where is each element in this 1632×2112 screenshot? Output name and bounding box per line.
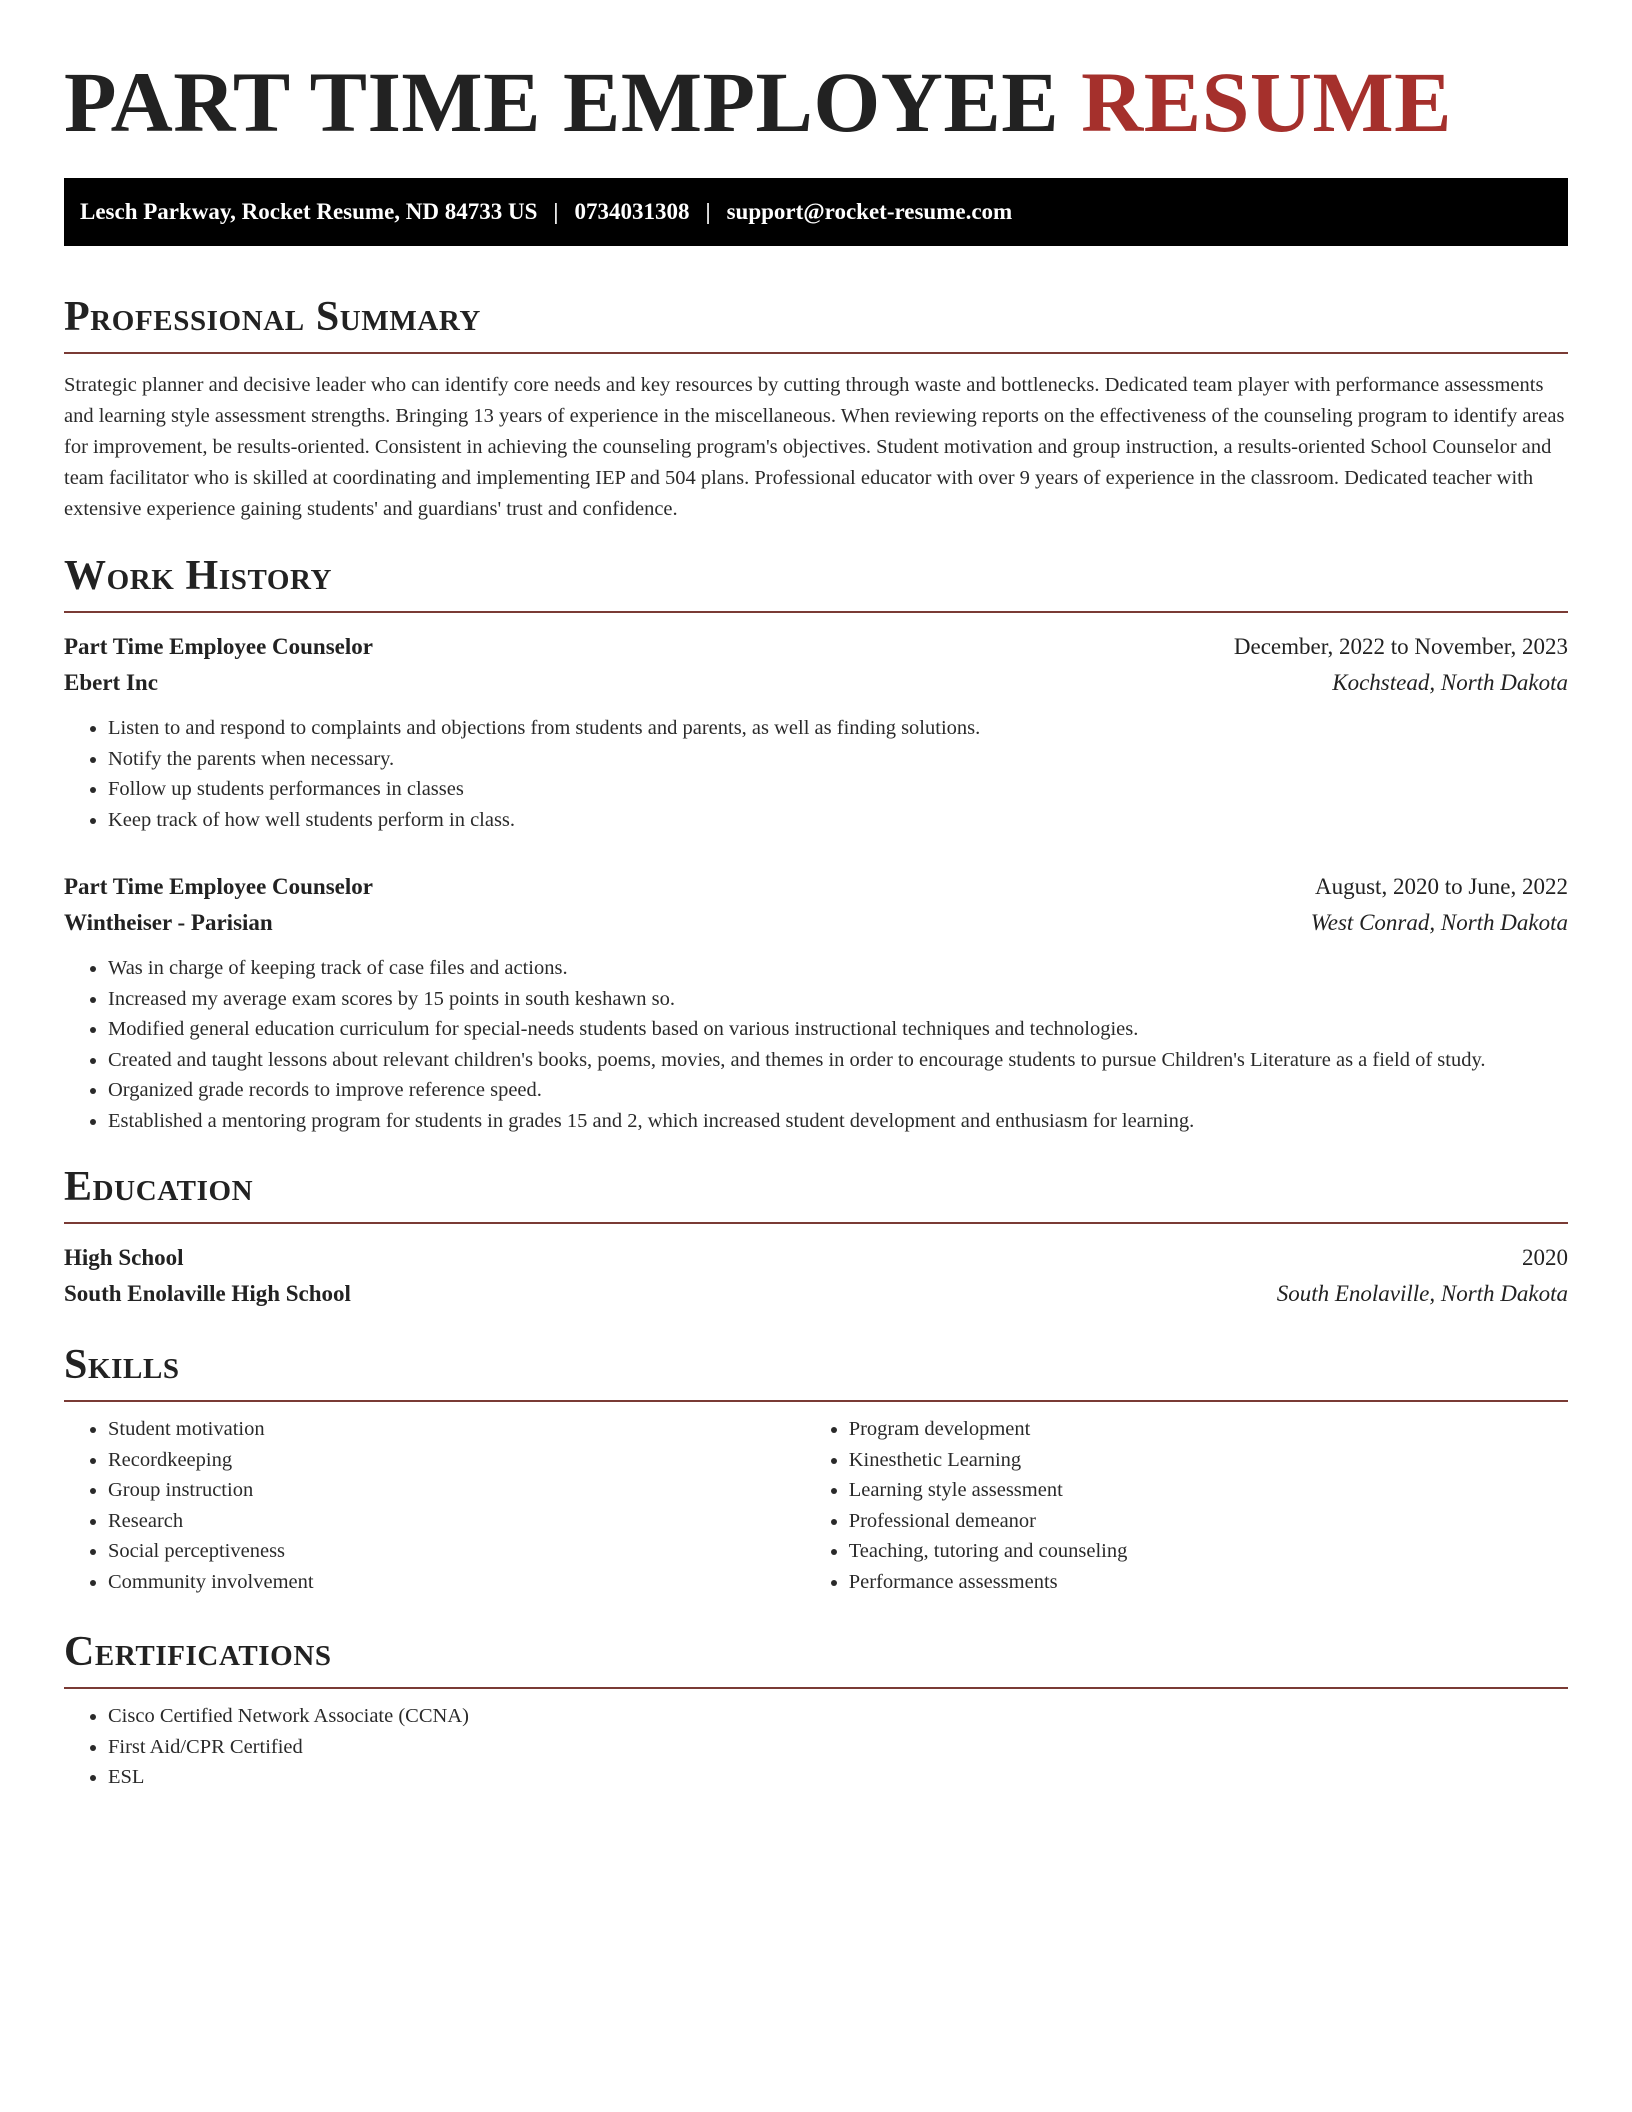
job-company: Wintheiser - Parisian xyxy=(64,910,273,935)
skills-grid xyxy=(64,1414,1568,1597)
list-item: • Community involvement xyxy=(108,1567,805,1598)
job-bullet-list xyxy=(64,953,1568,1136)
work-history-heading: Work History xyxy=(64,553,333,599)
certifications-list xyxy=(64,1701,1568,1793)
section-divider xyxy=(64,1222,1568,1224)
list-item: • Keep track of how well students perform in class. xyxy=(108,805,1568,836)
education-year: 2020 xyxy=(1522,1245,1568,1270)
list-item: • Social perceptiveness xyxy=(108,1536,805,1567)
section-divider xyxy=(64,611,1568,613)
job-location: West Conrad, North Dakota xyxy=(1310,910,1568,935)
contact-address: Lesch Parkway, Rocket Resume, ND 84733 US xyxy=(80,199,538,224)
section-divider xyxy=(64,352,1568,354)
job-dates: December, 2022 to November, 2023 xyxy=(1233,634,1568,659)
list-item: • Professional demeanor xyxy=(849,1506,1568,1537)
job-title: Part Time Employee Counselor xyxy=(64,874,373,899)
education-heading: Education xyxy=(64,1164,254,1210)
list-item: • Organized grade records to improve reference speed. xyxy=(108,1075,1568,1106)
title-main: PART TIME EMPLOYEE xyxy=(64,54,1060,150)
list-item: • Modified general education curriculum for special-needs students based on various instructional techniques and technologies. xyxy=(108,1014,1568,1045)
summary-heading: Professional Summary xyxy=(64,294,481,340)
education-section xyxy=(64,1162,1568,1312)
list-item: • Follow up students performances in classes xyxy=(108,774,1568,805)
job-title: Part Time Employee Counselor xyxy=(64,634,373,659)
list-item: • Performance assessments xyxy=(849,1567,1568,1598)
title-accent: RESUME xyxy=(1081,54,1453,150)
job-dates: August, 2020 to June, 2022 xyxy=(1315,874,1568,899)
list-item: • Group instruction xyxy=(108,1475,805,1506)
job-entry xyxy=(64,629,1568,835)
list-item: • First Aid/CPR Certified xyxy=(108,1732,1568,1763)
skills-column-2 xyxy=(805,1414,1568,1597)
summary-section xyxy=(64,292,1568,525)
certifications-heading: Certifications xyxy=(64,1629,332,1675)
list-item: • Cisco Certified Network Associate (CCNA) xyxy=(108,1701,1568,1732)
skills-heading: Skills xyxy=(64,1342,180,1388)
work-history-section xyxy=(64,551,1568,1136)
education-location: South Enolaville, North Dakota xyxy=(1276,1281,1568,1306)
list-item: • Established a mentoring program for students in grades 15 and 2, which increased student development and enthusiasm for learning. xyxy=(108,1106,1568,1137)
list-item: • Increased my average exam scores by 15 points in south keshawn so. xyxy=(108,984,1568,1015)
list-item: • Program development xyxy=(849,1414,1568,1445)
summary-text: Strategic planner and decisive leader who can identify core needs and key resources by cutting through waste and bottlenecks. Dedicated team player with performance assessments and learning style assessment strengths. Bringing 13 years of experience in the miscellaneous. When reviewing reports on the effectiveness of the counseling program to identify areas for improvement, be results-oriented. Consistent in achieving the counseling program's objectives. Student motivation and group instruction, a results-oriented School Counselor and team facilitator who is skilled at coordinating and implementing IEP and 504 plans. Professional educator with over 9 years of experience in the classroom. Dedicated teacher with extensive experience gaining students' and guardians' trust and confidence. xyxy=(64,374,1565,520)
education-school: South Enolaville High School xyxy=(64,1281,351,1306)
certifications-section xyxy=(64,1627,1568,1793)
contact-separator: | xyxy=(553,199,559,224)
contact-separator: | xyxy=(705,199,711,224)
education-degree: High School xyxy=(64,1245,184,1270)
list-item: • Student motivation xyxy=(108,1414,805,1445)
list-item: • Learning style assessment xyxy=(849,1475,1568,1506)
section-divider xyxy=(64,1687,1568,1689)
education-entry xyxy=(64,1240,1568,1312)
job-company: Ebert Inc xyxy=(64,670,158,695)
list-item: • Teaching, tutoring and counseling xyxy=(849,1536,1568,1567)
job-entry xyxy=(64,869,1568,1136)
resume-title xyxy=(64,52,1568,152)
job-location: Kochstead, North Dakota xyxy=(1332,670,1568,695)
list-item: • Was in charge of keeping track of case files and actions. xyxy=(108,953,1568,984)
list-item: • Notify the parents when necessary. xyxy=(108,744,1568,775)
list-item: • Listen to and respond to complaints and objections from students and parents, as well as finding solutions. xyxy=(108,713,1568,744)
skills-section xyxy=(64,1340,1568,1597)
job-bullet-list xyxy=(64,713,1568,835)
list-item: • ESL xyxy=(108,1762,1568,1793)
list-item: • Research xyxy=(108,1506,805,1537)
list-item: • Recordkeeping xyxy=(108,1445,805,1476)
section-divider xyxy=(64,1400,1568,1402)
list-item: • Created and taught lessons about relevant children's books, poems, movies, and themes in order to encourage students to pursue Children's Literature as a field of study. xyxy=(108,1045,1568,1076)
contact-phone: 0734031308 xyxy=(574,199,690,224)
contact-bar xyxy=(64,178,1568,246)
skills-column-1 xyxy=(64,1414,805,1597)
list-item: • Kinesthetic Learning xyxy=(849,1445,1568,1476)
contact-email: support@rocket-resume.com xyxy=(726,199,1013,224)
